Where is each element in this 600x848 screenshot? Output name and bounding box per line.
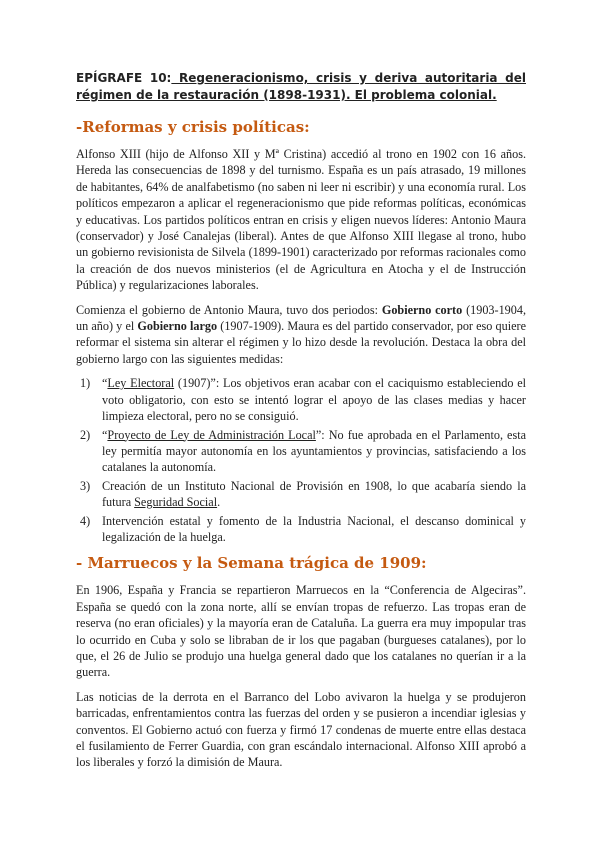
list-item <box>76 427 526 476</box>
underlined-term: Seguridad Social <box>134 495 218 510</box>
paragraph-barranco-lobo: Las noticias de la derrota en el Barranco del Lobo avivaron la huelga y se produjeron barricadas, enfrentamientos contra las fuerzas del orden y se pusieron a incendiar iglesias y conventos. El Gobierno actuó con fuerza y firmó 17 condenas de muerte entre ellas destaca el fusilamiento de Ferrer Guardia, con gran escándalo internacional. Alfonso XIII aprobó a los liberales y forzó la dimisión de Maura. <box>76 689 526 770</box>
text-run: (1903-1904, un año) y el <box>76 302 526 334</box>
paragraph-algeciras: En 1906, España y Francia se repartieron Marruecos en la “Conferencia de Algeciras”. España se quedó con la zona norte, allí se envían tropas de refuerzo. Las tropas eran de reserva (no eran oficiales) y la mayoría eran de Cataluña. La guerra era muy impopular tras lo ocurrido en Cuba y solo se libraban de ir los que pagaban (burgueses catalanes), por lo que, el 26 de Julio se produjo una huelga general dado que los catalanes no querían ir a la guerra. <box>76 583 526 680</box>
list-number: 2) <box>80 427 91 442</box>
text-run: ”: No fue aprobada en el Parlamento, esta ley permitía mayor autonomía en los ayuntamientos y provincias, satisfaciendo a los catalanes la autonomía. <box>102 427 527 475</box>
text-run: Intervención estatal y fomento de la Industria Nacional, el descanso dominical y legalización de la huelga. <box>102 513 526 544</box>
list-item <box>76 478 526 511</box>
section-heading-marruecos: - Marruecos y la Semana trágica de 1909: <box>76 554 427 573</box>
title-label: EPÍGRAFE 10: <box>76 71 172 85</box>
list-number: 4) <box>80 513 91 528</box>
text-run: “ <box>102 427 108 442</box>
document-page <box>76 70 526 779</box>
text-run: . <box>217 495 221 510</box>
list-number: 1) <box>80 376 91 391</box>
paragraph-maura <box>76 302 526 368</box>
underlined-term: Ley Electoral <box>107 376 175 391</box>
bold-gobierno-corto: Gobierno corto <box>381 302 463 317</box>
page-title <box>76 70 526 104</box>
bold-gobierno-largo: Gobierno largo <box>137 319 218 334</box>
list-number: 3) <box>80 478 91 493</box>
list-item <box>76 375 526 424</box>
text-run: (1907-1909). Maura es del partido conservador, por eso quiere reformar el sistema sin alterar el régimen y lo hizo desde la revolución. Destaca la obra del gobierno largo con las siguientes medidas: <box>76 319 527 366</box>
text-run: “ <box>102 376 108 391</box>
section-heading-reformas: -Reformas y crisis políticas: <box>76 118 310 136</box>
paragraph-alfonso: Alfonso XIII (hijo de Alfonso XII y Mª Cristina) accedió al trono en 1902 con 16 años. Hereda las consecuencias de 1898 y del turnismo. España es un país atrasado, 19 millones de habitantes, 64% de analfabetismo (no saben ni leer ni escribir) y una economía rural. Los políticos empezaron a aplicar el regeneracionismo que pide reformas políticas, económicas y educativas. Los partidos políticos entran en crisis y eligen nuevos líderes: Antonio Maura (conservador) y José Canalejas (liberal). Antes de que Alfonso XIII llegase al trono, hubo un gobierno revisionista de Silvela (1899-1901) caracterizado por reformas racionales como la creación de dos nuevos ministerios (el de Agricultura en Atocha y el de Instrucción Pública) y regularizaciones laborales. <box>76 147 526 293</box>
underlined-term: Proyecto de Ley de Administración Local <box>107 427 316 442</box>
title-text: Regeneracionismo, crisis y deriva autoritaria del régimen de la restauración (1898-1931). El problema colonial. <box>76 71 527 102</box>
measures-list <box>76 375 526 545</box>
list-item <box>76 513 526 546</box>
text-run: (1907)”: Los objetivos eran acabar con el caciquismo estableciendo el voto obligatorio, con esto se intentó lograr el apoyo de las clases medias y hacer limpieza electoral, pero no se consiguió. <box>102 376 526 424</box>
text-run: Comienza el gobierno de Antonio Maura, tuvo dos periodos: <box>76 302 382 317</box>
text-run: Creación de un Instituto Nacional de Provisión en 1908, lo que acabaría siendo la futura <box>102 478 526 510</box>
